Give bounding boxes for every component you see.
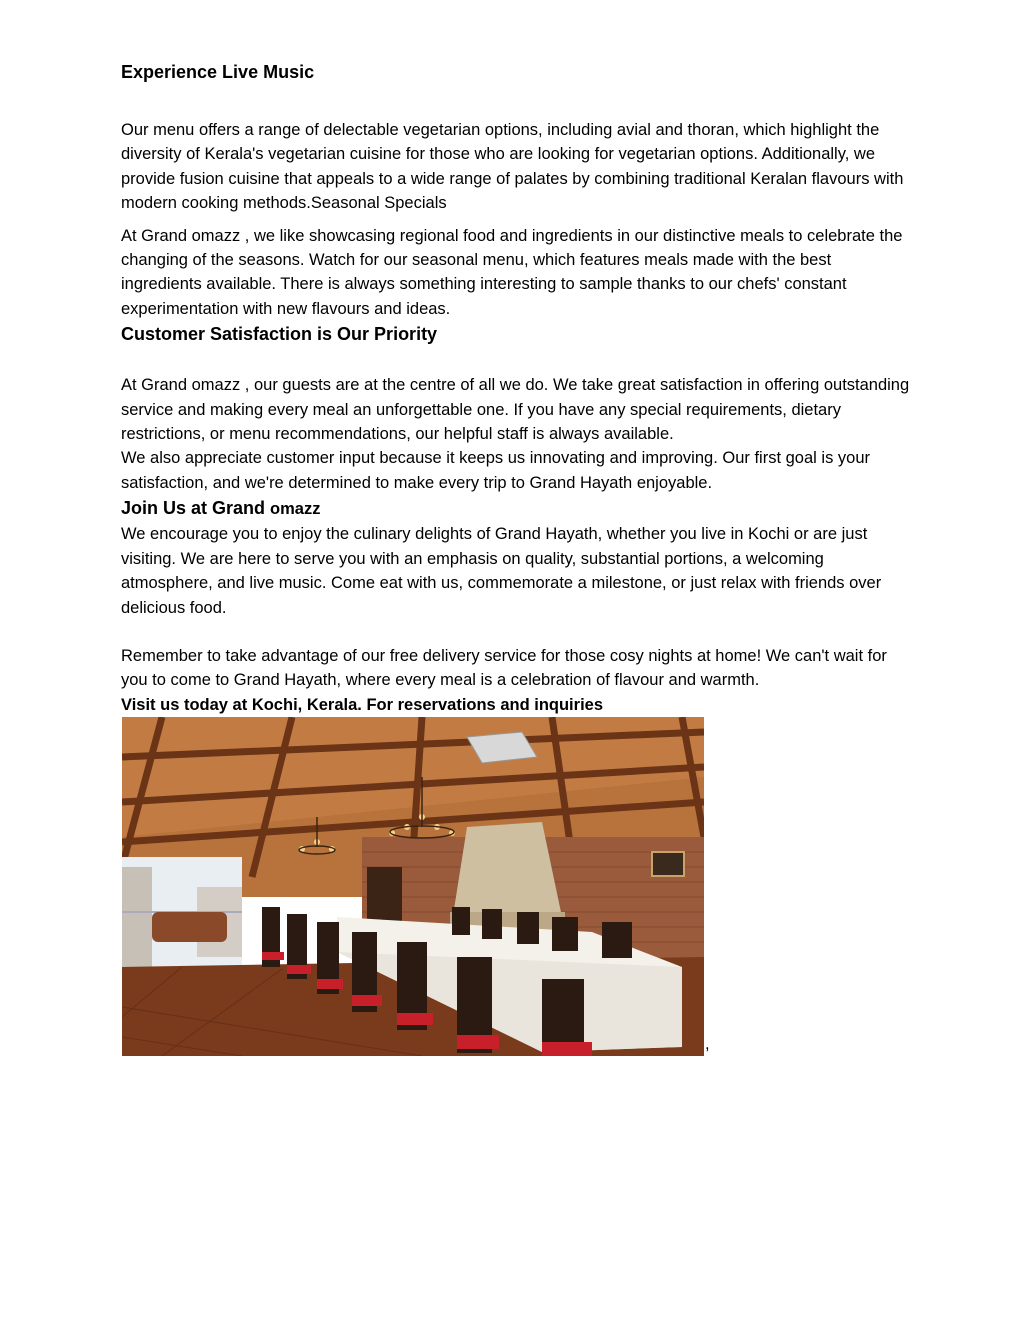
menu-paragraph: Our menu offers a range of delectable vegetarian options, including avial and thoran, which highlight the diversity of Kerala's vegetarian cuisine for those who are looking for vegetarian options. Additionally, we provide fusion cuisine that appeals to a wide range of palates by combining traditional Keralan flavours with modern cooking methods.Seasonal Specials: [121, 121, 904, 213]
satisfaction-paragraph-1: At Grand omazz , our guests are at the centre of all we do. We take great satisfaction in offering outstanding service and making every meal an unforgettable one. If you have any special requirements, dietary restrictions, or menu recommendations, our helpful staff is always available.: [121, 376, 910, 444]
live-music-heading: Experience Live Music: [121, 62, 315, 82]
join-heading-small: omazz: [270, 500, 321, 519]
seasonal-paragraph: At Grand omazz , we like showcasing regional food and ingredients in our distinctive meals to celebrate the changing of the seasons. Watch for our seasonal menu, which features meals made with the best ingredients available. There is always something interesting to sample thanks to our chefs' constant experimentation with new flavours and ideas.: [121, 226, 903, 318]
document-page: [121, 58, 911, 1057]
join-paragraph-2: Remember to take advantage of our free delivery service for those cosy nights at home! We can't wait for you to come to Grand Hayath, where every meal is a celebration of flavour and warmth.: [121, 646, 887, 690]
join-heading: [121, 495, 911, 522]
join-paragraph-1: We encourage you to enjoy the culinary delights of Grand Hayath, whether you live in Kochi or are just visiting. We are here to serve you with an emphasis on quality, substantial portions, a welcoming atmosphere, and live music. Come eat with us, commemorate a milestone, or just relax with friends over delicious food.: [121, 525, 882, 617]
join-heading-main: Join Us at Grand: [121, 498, 266, 519]
trailing-comma: ,: [705, 1034, 710, 1053]
satisfaction-paragraph-2: We also appreciate customer input because it keeps us innovating and improving. Our first goal is your satisfaction, and we're determined to make every trip to Grand Hayath enjoyable.: [121, 449, 871, 492]
photo-row: [121, 717, 911, 1057]
restaurant-dining-room-photo: [122, 717, 704, 1056]
visit-line: Visit us today at Kochi, Kerala. For reservations and inquiries: [121, 695, 604, 714]
satisfaction-heading: Customer Satisfaction is Our Priority: [121, 324, 438, 345]
